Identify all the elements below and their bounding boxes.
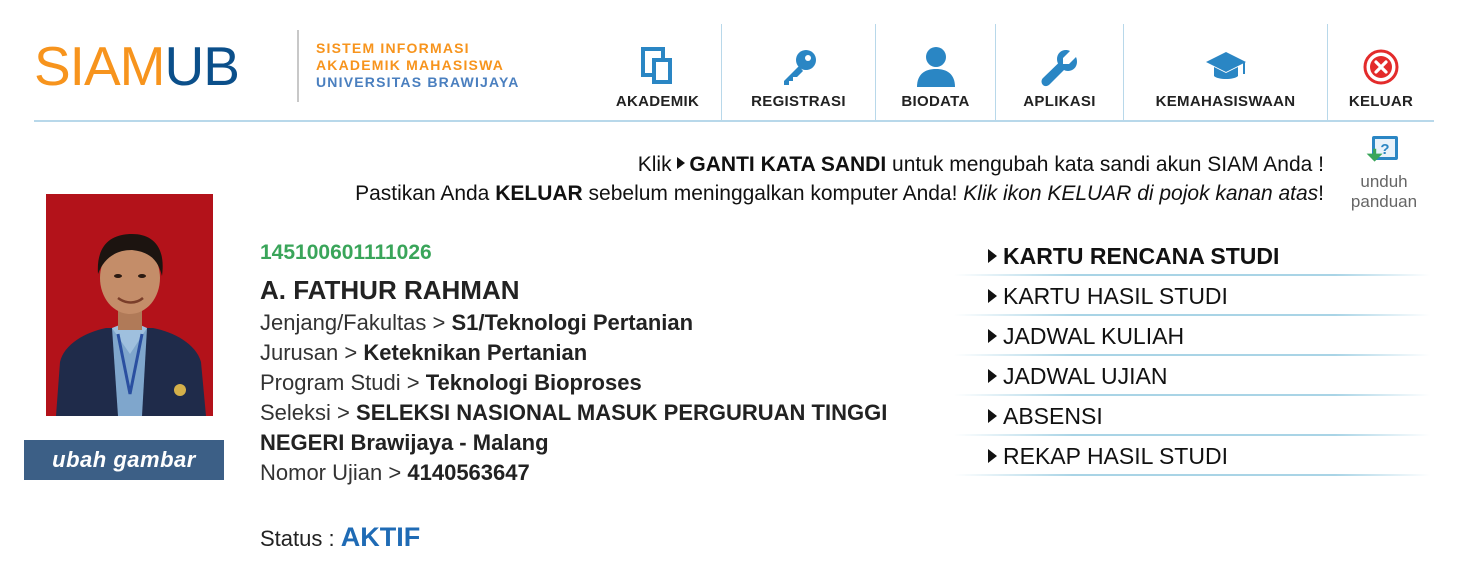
- menu-item-rekap-hasil-studi[interactable]: [954, 436, 1430, 476]
- close-circle-icon: [1362, 45, 1400, 89]
- menu-item-label: ABSENSI: [1003, 402, 1103, 429]
- nav-label: AKADEMIK: [615, 93, 700, 110]
- siamub-logo[interactable]: [34, 36, 239, 96]
- field-nomor-ujian: [260, 458, 960, 488]
- field-separator: >: [432, 310, 446, 335]
- notice-italic-text: Klik ikon KELUAR di pojok kanan atas: [963, 182, 1319, 205]
- menu-item-jadwal-kuliah[interactable]: [954, 316, 1430, 356]
- download-label-2: panduan: [1350, 192, 1418, 211]
- logo-ub-text: UB: [164, 35, 239, 97]
- logo-siam-text: SIAM: [34, 35, 165, 97]
- header-divider: [34, 120, 1434, 122]
- field-value: S1/Teknologi Pertanian: [451, 310, 694, 335]
- field-program-studi: [260, 368, 960, 398]
- nav-biodata[interactable]: [876, 24, 996, 120]
- menu-item-label: KARTU HASIL STUDI: [1003, 282, 1228, 309]
- download-guide-button[interactable]: [1346, 134, 1422, 212]
- field-label: Jenjang/Fakultas: [260, 310, 427, 335]
- key-icon: [779, 45, 819, 89]
- triangle-right-icon: [988, 249, 997, 263]
- triangle-right-icon: [988, 449, 997, 463]
- field-value: 4140563647: [407, 460, 530, 485]
- notice-keluar-text: KELUAR: [495, 182, 583, 205]
- notice: [355, 150, 1324, 208]
- nav-registrasi[interactable]: [722, 24, 876, 120]
- student-status: [260, 520, 420, 556]
- triangle-right-icon: [988, 329, 997, 343]
- academic-menu: [954, 236, 1430, 476]
- tagline-line-2: AKADEMIK MAHASISWA: [316, 57, 505, 73]
- tagline: [316, 40, 520, 91]
- student-photo: [46, 194, 213, 416]
- header: [0, 0, 1458, 124]
- documents-icon: [641, 45, 675, 89]
- menu-item-kartu-rencana-studi[interactable]: [954, 236, 1430, 276]
- student-nim: 145100601111026: [260, 241, 432, 264]
- change-password-link[interactable]: GANTI KATA SANDI: [689, 153, 887, 176]
- field-label: Program Studi: [260, 370, 401, 395]
- status-label: Status :: [260, 526, 335, 551]
- field-seleksi: [260, 398, 950, 458]
- menu-item-kartu-hasil-studi[interactable]: [954, 276, 1430, 316]
- nav-label: REGISTRASI: [751, 93, 846, 110]
- triangle-right-icon: [988, 369, 997, 383]
- menu-item-label: REKAP HASIL STUDI: [1003, 442, 1228, 469]
- nav-akademik[interactable]: [594, 24, 722, 120]
- svg-text:?: ?: [1380, 141, 1390, 158]
- nav-label: KELUAR: [1348, 93, 1414, 110]
- menu-item-label: JADWAL UJIAN: [1003, 362, 1168, 389]
- field-label: Nomor Ujian: [260, 460, 383, 485]
- notice-text: !: [1318, 182, 1324, 205]
- menu-item-label: KARTU RENCANA STUDI: [1003, 242, 1280, 269]
- field-value: Teknologi Bioproses: [425, 370, 642, 395]
- triangle-right-icon: [988, 409, 997, 423]
- notice-text: sebelum meninggalkan komputer Anda!: [588, 182, 958, 205]
- notice-line-1: [355, 150, 1324, 179]
- download-help-icon: [1366, 134, 1402, 170]
- field-value: SELEKSI NASIONAL MASUK PERGURUAN TINGGI NEGERI Brawijaya - Malang: [260, 400, 888, 455]
- nav-kemahasiswaan[interactable]: [1124, 24, 1328, 120]
- student-name: A. FATHUR RAHMAN: [260, 275, 520, 305]
- field-separator: >: [406, 370, 420, 395]
- field-separator: >: [388, 460, 402, 485]
- nav-label: APLIKASI: [1023, 93, 1096, 110]
- menu-item-label: JADWAL KULIAH: [1003, 322, 1185, 349]
- main-nav: [594, 24, 1434, 120]
- student-portrait-image: [46, 194, 213, 416]
- student-info: [260, 240, 960, 488]
- nav-keluar[interactable]: [1328, 24, 1434, 120]
- notice-text: untuk mengubah kata sandi akun SIAM Anda !: [892, 153, 1324, 176]
- wrench-icon: [1040, 45, 1080, 89]
- field-value: Keteknikan Pertanian: [363, 340, 588, 365]
- field-jurusan: [260, 338, 960, 368]
- triangle-right-icon: [988, 289, 997, 303]
- nav-label: KEMAHASISWAAN: [1155, 93, 1296, 110]
- notice-line-2: [355, 179, 1324, 208]
- triangle-right-icon: [677, 157, 685, 169]
- download-label-1: unduh: [1360, 172, 1408, 191]
- field-jenjang-fakultas: [260, 308, 960, 338]
- field-separator: >: [344, 340, 358, 365]
- notice-text: Pastikan Anda: [355, 182, 490, 205]
- menu-item-jadwal-ujian[interactable]: [954, 356, 1430, 396]
- tagline-line-1: SISTEM INFORMASI: [316, 40, 470, 56]
- nav-label: BIODATA: [901, 93, 970, 110]
- notice-text: Klik: [637, 153, 672, 176]
- logo-divider: [297, 30, 299, 102]
- field-separator: >: [337, 400, 350, 425]
- graduation-cap-icon: [1205, 45, 1247, 89]
- field-label: Jurusan: [260, 340, 339, 365]
- menu-item-absensi[interactable]: [954, 396, 1430, 436]
- field-label: Seleksi: [260, 400, 331, 425]
- nav-aplikasi[interactable]: [996, 24, 1124, 120]
- tagline-line-3: UNIVERSITAS BRAWIJAYA: [316, 74, 520, 90]
- status-badge: AKTIF: [340, 522, 421, 552]
- user-icon: [915, 45, 957, 89]
- change-photo-button[interactable]: ubah gambar: [24, 440, 224, 480]
